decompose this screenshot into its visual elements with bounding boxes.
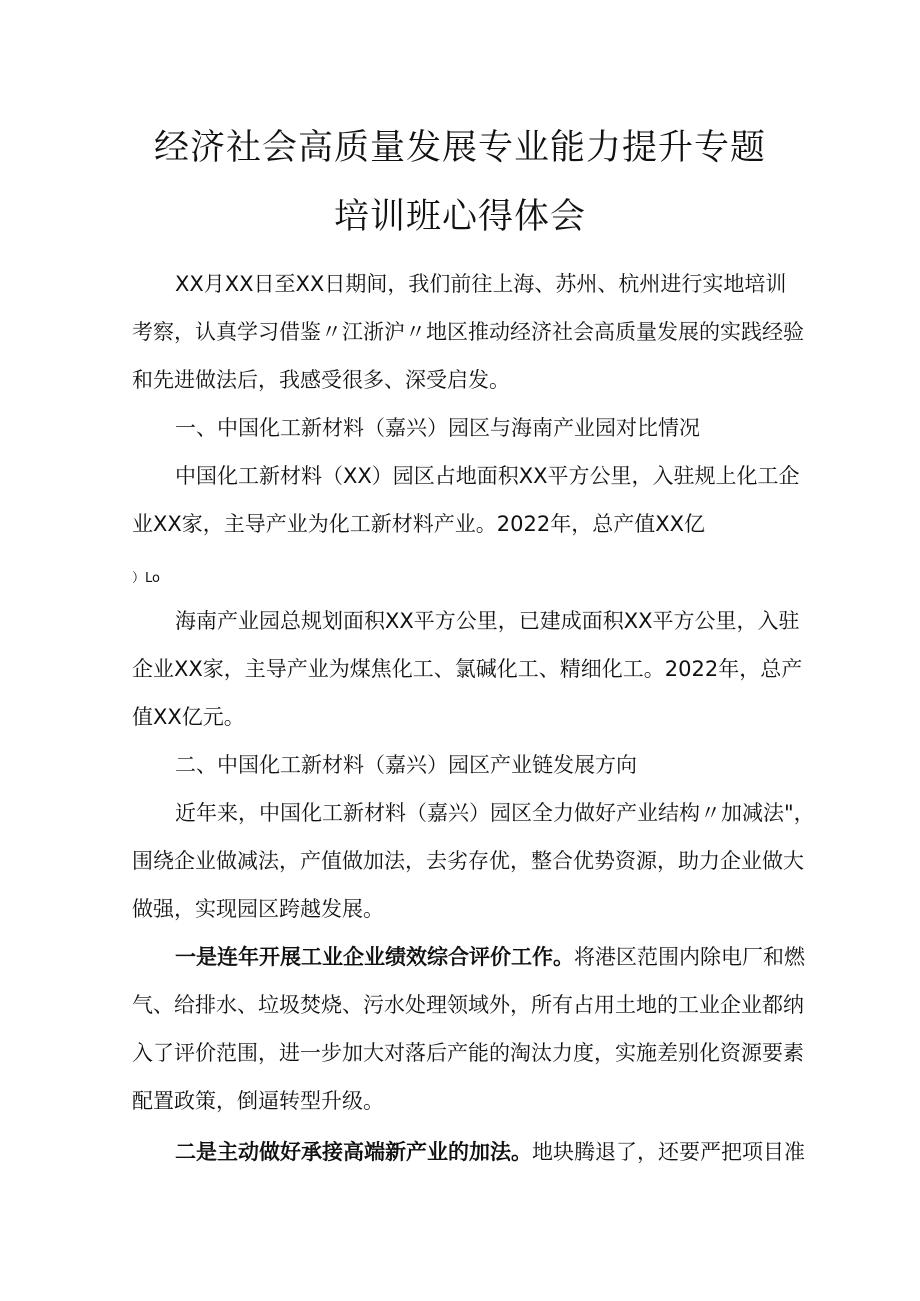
intro-line-1: XX月XX日至XX日期间，我们前往上海、苏州、杭州进行实地培训 [175,272,787,296]
section-2-heading: 二、中国化工新材料（嘉兴）园区产业链发展方向 [175,753,637,777]
para-3-line-1: 近年来，中国化工新材料（嘉兴）园区全力做好产业结构〃加减法"， [175,801,815,825]
para-2-line-2: 企业XX家，主导产业为煤焦化工、氯碱化工、精细化工。2022年，总产 [132,657,803,681]
point-1-continuation: 将港区范围内除电厂和燃 [574,945,805,969]
point-1-bold-lead: 一是连年开展工业企业绩效综合评价工作。 [175,945,574,969]
para-2-line-1: 海南产业园总规划面积XX平方公里，已建成面积XX平方公里，入驻 [175,609,800,633]
intro-line-3: 和先进做法后，我感受很多、深受启发。 [132,368,510,392]
intro-line-2: 考察，认真学习借鉴〃江浙沪〃地区推动经济社会高质量发展的实践经验 [132,320,804,344]
point-2-continuation: 地块腾退了，还要严把项目准 [532,1140,805,1164]
point-2-line-1 [175,1137,805,1167]
section-1-heading: 一、中国化工新材料（嘉兴）园区与海南产业园对比情况 [175,416,700,440]
point-1-line-2: 气、给排水、垃圾焚烧、污水处理领域外，所有占用土地的工业企业都纳 [132,993,804,1017]
para-3-line-3: 做强，实现园区跨越发展。 [132,897,384,921]
para-1-line-2: 业XX家，主导产业为化工新材料产业。2022年，总产值XX亿 [132,512,705,536]
point-1-line-3: 入了评价范围，进一步加大对落后产能的淘汰力度，实施差别化资源要素 [132,1041,804,1065]
para-3-line-2: 围绕企业做减法，产值做加法，去劣存优，整合优势资源，助力企业做大 [132,849,804,873]
point-2-bold-lead: 二是主动做好承接高端新产业的加法。 [175,1140,532,1164]
point-1-line-4: 配置政策，倒逼转型升级。 [132,1089,384,1113]
para-1-line-3: ）Lo [132,571,160,586]
point-1-line-1 [175,942,805,972]
document-title-line-2: 培训班心得体会 [333,197,586,237]
para-1-line-1: 中国化工新材料（XX）园区占地面积XX平方公里，入驻规上化工企 [175,464,800,488]
para-2-line-3: 值XX亿元。 [132,705,245,729]
document-title-line-1: 经济社会高质量发展专业能力提升专题 [153,128,766,168]
